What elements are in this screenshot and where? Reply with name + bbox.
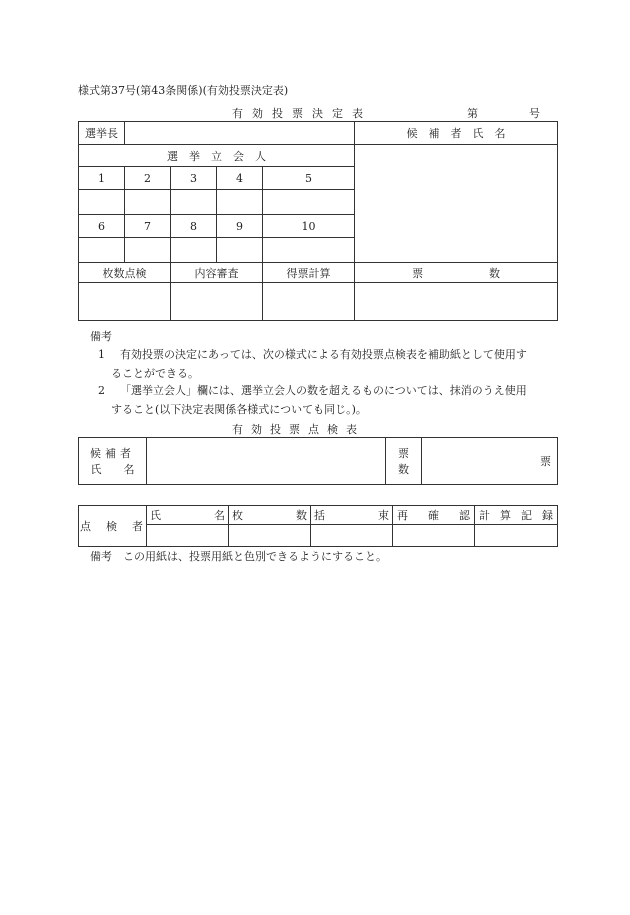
witness-field[interactable] bbox=[217, 190, 263, 215]
witness-header: 選 挙 立 会 人 bbox=[79, 145, 355, 167]
note-number: 2 bbox=[98, 384, 105, 397]
number-prefix: 第 bbox=[467, 107, 478, 120]
name-header bbox=[147, 506, 229, 525]
count-header-2: 数 bbox=[296, 509, 307, 522]
votes-label-line2: 数 bbox=[398, 463, 409, 476]
witness-number: 7 bbox=[125, 215, 171, 238]
witness-number: 8 bbox=[171, 215, 217, 238]
witness-field[interactable] bbox=[125, 238, 171, 263]
vote-calc-field[interactable] bbox=[263, 283, 355, 321]
note-text-continued: すること(以下決定表関係各様式についても同じ。)。 bbox=[111, 403, 367, 416]
witness-number: 4 bbox=[217, 167, 263, 190]
witness-field[interactable] bbox=[125, 190, 171, 215]
witness-number: 1 bbox=[79, 167, 125, 190]
witness-number: 3 bbox=[171, 167, 217, 190]
bundle-header-1: 括 bbox=[314, 509, 325, 522]
count-header bbox=[229, 506, 311, 525]
calc-header-4: 録 bbox=[542, 509, 553, 522]
count-field[interactable] bbox=[229, 525, 311, 547]
votes-label bbox=[386, 438, 422, 485]
witness-number: 6 bbox=[79, 215, 125, 238]
reconfirm-header-1: 再 bbox=[397, 509, 408, 522]
count-check-header: 枚数点検 bbox=[79, 263, 171, 283]
candidate-table bbox=[78, 437, 558, 485]
note-number: 1 bbox=[98, 348, 105, 361]
witness-field[interactable] bbox=[171, 190, 217, 215]
candidate-name-header: 候 補 者 氏 名 bbox=[355, 122, 558, 145]
candidate-field[interactable] bbox=[147, 438, 386, 485]
reconfirm-header bbox=[393, 506, 475, 525]
name-header-2: 名 bbox=[214, 509, 225, 522]
form-label: 様式第37号(第43条関係)(有効投票決定表) bbox=[78, 84, 289, 97]
count-check-field[interactable] bbox=[79, 283, 171, 321]
content-review-header: 内容審査 bbox=[171, 263, 263, 283]
calc-header-2: 算 bbox=[500, 509, 511, 522]
calc-field[interactable] bbox=[475, 525, 558, 547]
notes-heading: 備考 bbox=[90, 330, 112, 343]
reconfirm-header-2: 確 bbox=[428, 509, 439, 522]
witness-field[interactable] bbox=[79, 190, 125, 215]
votes-header: 票 数 bbox=[355, 263, 558, 283]
calc-header-1: 計 bbox=[479, 509, 490, 522]
candidate-name-field[interactable] bbox=[355, 145, 558, 263]
calc-header bbox=[475, 506, 558, 525]
content-review-field[interactable] bbox=[171, 283, 263, 321]
candidate-label-line1: 候補者 bbox=[90, 447, 135, 460]
witness-field[interactable] bbox=[263, 238, 355, 263]
note-text: 有効投票の決定にあっては、次の様式による有効投票点検表を補助紙として使用す bbox=[120, 348, 527, 361]
note-text: 「選挙立会人」欄には、選挙立会人の数を超えるものについては、抹消のうえ使用 bbox=[120, 384, 527, 397]
note-item bbox=[98, 381, 558, 419]
bundle-header-2: 束 bbox=[378, 509, 389, 522]
note-item bbox=[98, 345, 558, 383]
form-title: 有効投票決定表 bbox=[232, 107, 372, 120]
name-field[interactable] bbox=[147, 525, 229, 547]
votes-field[interactable] bbox=[355, 283, 558, 321]
witness-number: 2 bbox=[125, 167, 171, 190]
bundle-field[interactable] bbox=[311, 525, 393, 547]
witness-number: 5 bbox=[263, 167, 355, 190]
votes-field[interactable] bbox=[422, 438, 558, 485]
footer-note: 備考 この用紙は、投票用紙と色別できるようにすること。 bbox=[90, 550, 387, 563]
bundle-header bbox=[311, 506, 393, 525]
witness-field[interactable] bbox=[263, 190, 355, 215]
candidate-label-line2: 氏 名 bbox=[90, 463, 135, 476]
count-header-1: 枚 bbox=[232, 509, 243, 522]
witness-field[interactable] bbox=[217, 238, 263, 263]
name-header-1: 氏 bbox=[150, 509, 161, 522]
note-text-continued: ることができる。 bbox=[111, 367, 199, 380]
reconfirm-field[interactable] bbox=[393, 525, 475, 547]
witness-number: 10 bbox=[263, 215, 355, 238]
witness-field[interactable] bbox=[79, 238, 125, 263]
vote-calc-header: 得票計算 bbox=[263, 263, 355, 283]
check-table-title: 有効投票点検表 bbox=[232, 423, 365, 436]
reconfirm-header-3: 認 bbox=[459, 509, 470, 522]
decision-table bbox=[78, 121, 558, 321]
witness-number: 9 bbox=[217, 215, 263, 238]
chair-field[interactable] bbox=[125, 122, 355, 145]
calc-header-3: 記 bbox=[521, 509, 532, 522]
votes-unit: 票 bbox=[540, 455, 551, 468]
votes-label-line1: 票 bbox=[398, 447, 409, 460]
checker-table bbox=[78, 505, 558, 547]
chair-label: 選挙長 bbox=[79, 122, 125, 145]
candidate-label bbox=[79, 438, 147, 485]
witness-field[interactable] bbox=[171, 238, 217, 263]
checker-label: 点 検 者 bbox=[79, 506, 147, 547]
number-suffix: 号 bbox=[529, 107, 540, 120]
